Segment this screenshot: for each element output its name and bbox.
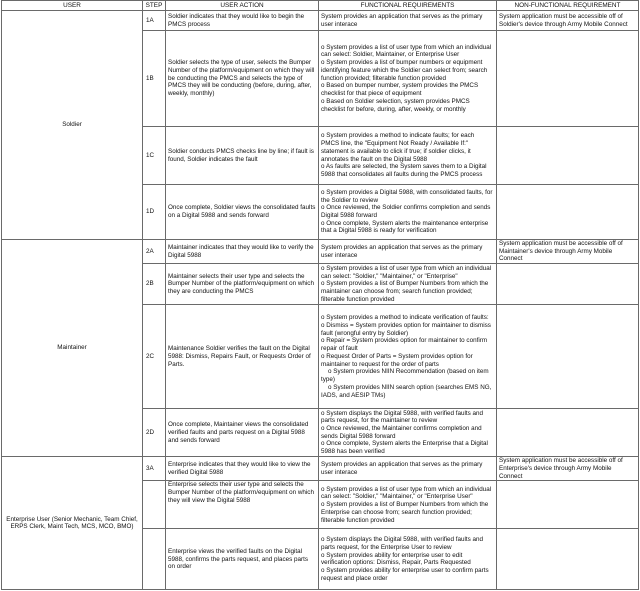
nonfunctional-cell bbox=[497, 264, 639, 305]
step-cell: 1D bbox=[143, 185, 166, 240]
user-action-cell: Once complete, Maintainer views the consolidated verified faults and parts request on a Digital 5988 and sends forward bbox=[166, 409, 319, 457]
user-action-cell: Enterprise views the verified faults on the Digital 5988, confirms the parts request, and places parts on order bbox=[166, 529, 319, 590]
user-action-cell: Maintainer selects their user type and selects the Bumper Number of the platform/equipment on which they are conducting the PMCS bbox=[166, 264, 319, 305]
nonfunctional-cell bbox=[497, 185, 639, 240]
functional-cell bbox=[319, 264, 497, 305]
functional-line: o System provides a Digital 5988, with consolidated faults, for the Soldier to review bbox=[321, 188, 493, 204]
step-cell: 2B bbox=[143, 264, 166, 305]
functional-line: o System provides a method to indicate faults; for each PMCS line, the "Equipment Not Ready / Available If:" statement is available to click if true; if soldier clicks, it annotates the fault on the Digital 5988 bbox=[321, 132, 475, 163]
functional-cell bbox=[319, 529, 497, 590]
functional-line: o As faults are selected, the System saves them to a Digital 5988 that consolidates all faults during the PMCS process bbox=[321, 163, 487, 178]
functional-line: o System provides a list of Bumper Numbers from which the Enterprise can choose from; search function provided; filterable function provided bbox=[321, 501, 489, 524]
step-cell: 2A bbox=[143, 240, 166, 264]
step-cell: 1B bbox=[143, 31, 166, 127]
user-cell-maintainer: Maintainer bbox=[2, 240, 143, 457]
functional-line: System provides an application that serves as the primary user interace bbox=[321, 461, 483, 476]
functional-cell bbox=[319, 31, 497, 127]
functional-line: o Repair = System provides option for maintainer to confirm repair of fault bbox=[321, 337, 488, 353]
functional-line: o System provides a list of user type from which an individual can select: "Soldier," "Maintainer," or "Enterprise" bbox=[321, 264, 492, 280]
functional-cell bbox=[319, 11, 497, 31]
functional-line: o System displays the Digital 5988, with verified faults and parts request, for the maintainer to review bbox=[321, 409, 484, 425]
user-action-cell: Maintenance Soldier verifies the fault on the Digital 5988: Dismiss, Repairs Fault, or Requests Order of Parts. bbox=[166, 305, 319, 409]
header-row bbox=[2, 1, 639, 11]
functional-line: o System provides NIIN Recommendation (based on item type) bbox=[321, 368, 491, 384]
functional-line: o System displays the Digital 5988, with verified faults and parts request, for the Enterprise User to review bbox=[321, 536, 484, 551]
header-user: USER bbox=[2, 1, 143, 11]
functional-line: o System provides a list of user type from which an individual can select: Soldier, Maintainer, or Enterprise User bbox=[321, 43, 492, 59]
nonfunctional-cell bbox=[497, 481, 639, 529]
user-cell-soldier: Soldier bbox=[2, 11, 143, 240]
functional-line: o System provides ability for enterprise user to edit verification options: Dismiss, Repair, Parts Requested bbox=[321, 551, 471, 567]
user-action-cell: Maintainer indicates that they would like to verify the Digital 5988 bbox=[166, 240, 319, 264]
functional-line: o Once complete, System alerts the maintenance enterprise that a Digital 5988 is ready for verification bbox=[321, 219, 489, 235]
functional-cell bbox=[319, 481, 497, 529]
functional-line: o Based on bumper number, system provides the PMCS checklist for that piece of equipment bbox=[321, 82, 479, 98]
user-action-cell: Once complete, Soldier views the consolidated faults on a Digital 5988 and sends forward bbox=[166, 185, 319, 240]
step-cell bbox=[143, 481, 166, 529]
functional-line: o System provides a list of bumper numbers or equipment identifying feature which the Soldier can select from; search function provided; filterable function provided bbox=[321, 59, 488, 82]
user-action-cell: Enterprise selects their user type and selects the Bumper Number of the platform/equipment on which they will view the Digital 5988 bbox=[166, 481, 319, 529]
functional-cell bbox=[319, 127, 497, 185]
user-cell-enterprise: Enterprise User (Senior Mechanic, Team Chief, ERPS Clerk, Maint Tech, MCS, MCO, BMO) bbox=[2, 457, 143, 590]
nonfunctional-cell bbox=[497, 305, 639, 409]
table-row bbox=[2, 11, 639, 31]
header-functional-requirements: FUNCTIONAL REQUIREMENTS bbox=[319, 1, 497, 11]
step-cell: 1C bbox=[143, 127, 166, 185]
requirements-table bbox=[1, 0, 639, 590]
functional-line: o Once reviewed, the Soldier confirms completion and sends Digital 5988 forward bbox=[321, 204, 491, 219]
table-row bbox=[2, 457, 639, 481]
functional-line: System provides an application that serves as the primary user interace bbox=[321, 243, 483, 259]
table-row bbox=[2, 240, 639, 264]
functional-line: System provides an application that serves as the primary user interace bbox=[321, 12, 483, 28]
step-cell: 1A bbox=[143, 11, 166, 31]
functional-cell bbox=[319, 305, 497, 409]
nonfunctional-cell bbox=[497, 529, 639, 590]
functional-cell bbox=[319, 240, 497, 264]
functional-cell bbox=[319, 409, 497, 457]
functional-line: o System provides a method to indicate verification of faults: bbox=[321, 314, 489, 322]
functional-cell bbox=[319, 457, 497, 481]
functional-line: o Based on Soldier selection, system provides PMCS checklist for before, during, after, weekly, or monthly bbox=[321, 97, 470, 113]
nonfunctional-cell: System application must be accessible off of Maintainer's device through Army Mobile Connect bbox=[497, 240, 639, 264]
nonfunctional-cell bbox=[497, 409, 639, 457]
header-step: STEP bbox=[143, 1, 166, 11]
user-action-cell: Soldier conducts PMCS checks line by line; if fault is found, Soldier indicates the fault bbox=[166, 127, 319, 185]
step-cell bbox=[143, 529, 166, 590]
functional-line: o Dismiss = System provides option for maintainer to dismiss fault (wrongful entry by Soldier) bbox=[321, 321, 491, 337]
requirements-sheet bbox=[1, 0, 638, 589]
functional-line: o System provides NIIN search option (searches EMS NG, IADS, and AESIP TMs) bbox=[321, 383, 494, 399]
nonfunctional-cell: System application must be accessible off of Enterprise's device through Army Mobile Connect bbox=[497, 457, 639, 481]
user-action-cell: Soldier selects the type of user, selects the Bumper Number of the platform/equipment on which they will be conducting the PMCS and selects the type of PMCS they will be conducting (before, during, after, weekly, monthly) bbox=[166, 31, 319, 127]
functional-line: o System provides a list of Bumper Numbers from which the maintainer can choose from; search function provided; filterable function provided bbox=[321, 280, 489, 303]
nonfunctional-cell bbox=[497, 31, 639, 127]
header-non-functional-requirement: NON-FUNCTIONAL REQUIREMENT bbox=[497, 1, 639, 11]
functional-line: o Once reviewed, the Maintainer confirms completion and sends Digital 5988 forward bbox=[321, 424, 482, 440]
header-user-action: USER ACTION bbox=[166, 1, 319, 11]
step-cell: 2D bbox=[143, 409, 166, 457]
user-action-cell: Enterprise indicates that they would like to view the verified Digital 5988 bbox=[166, 457, 319, 481]
functional-line: o Once complete, System alerts the Enterprise that a Digital 5988 has been verified bbox=[321, 440, 488, 456]
nonfunctional-cell bbox=[497, 127, 639, 185]
step-cell: 2C bbox=[143, 305, 166, 409]
step-cell: 3A bbox=[143, 457, 166, 481]
functional-cell bbox=[319, 185, 497, 240]
functional-line: o System provides ability for enterprise user to confirm parts request and place order bbox=[321, 567, 489, 582]
functional-line: o System provides a list of user type from which an individual can select: "Soldier," "Maintainer," or "Enterprise User" bbox=[321, 485, 492, 501]
functional-line: o Request Order of Parts = System provides option for maintainer to request for the order of parts bbox=[321, 352, 473, 368]
nonfunctional-cell: System application must be accessible off of Soldier's device through Army Mobile Connect bbox=[497, 11, 639, 31]
user-action-cell: Soldier indicates that they would like to begin the PMCS process bbox=[166, 11, 319, 31]
